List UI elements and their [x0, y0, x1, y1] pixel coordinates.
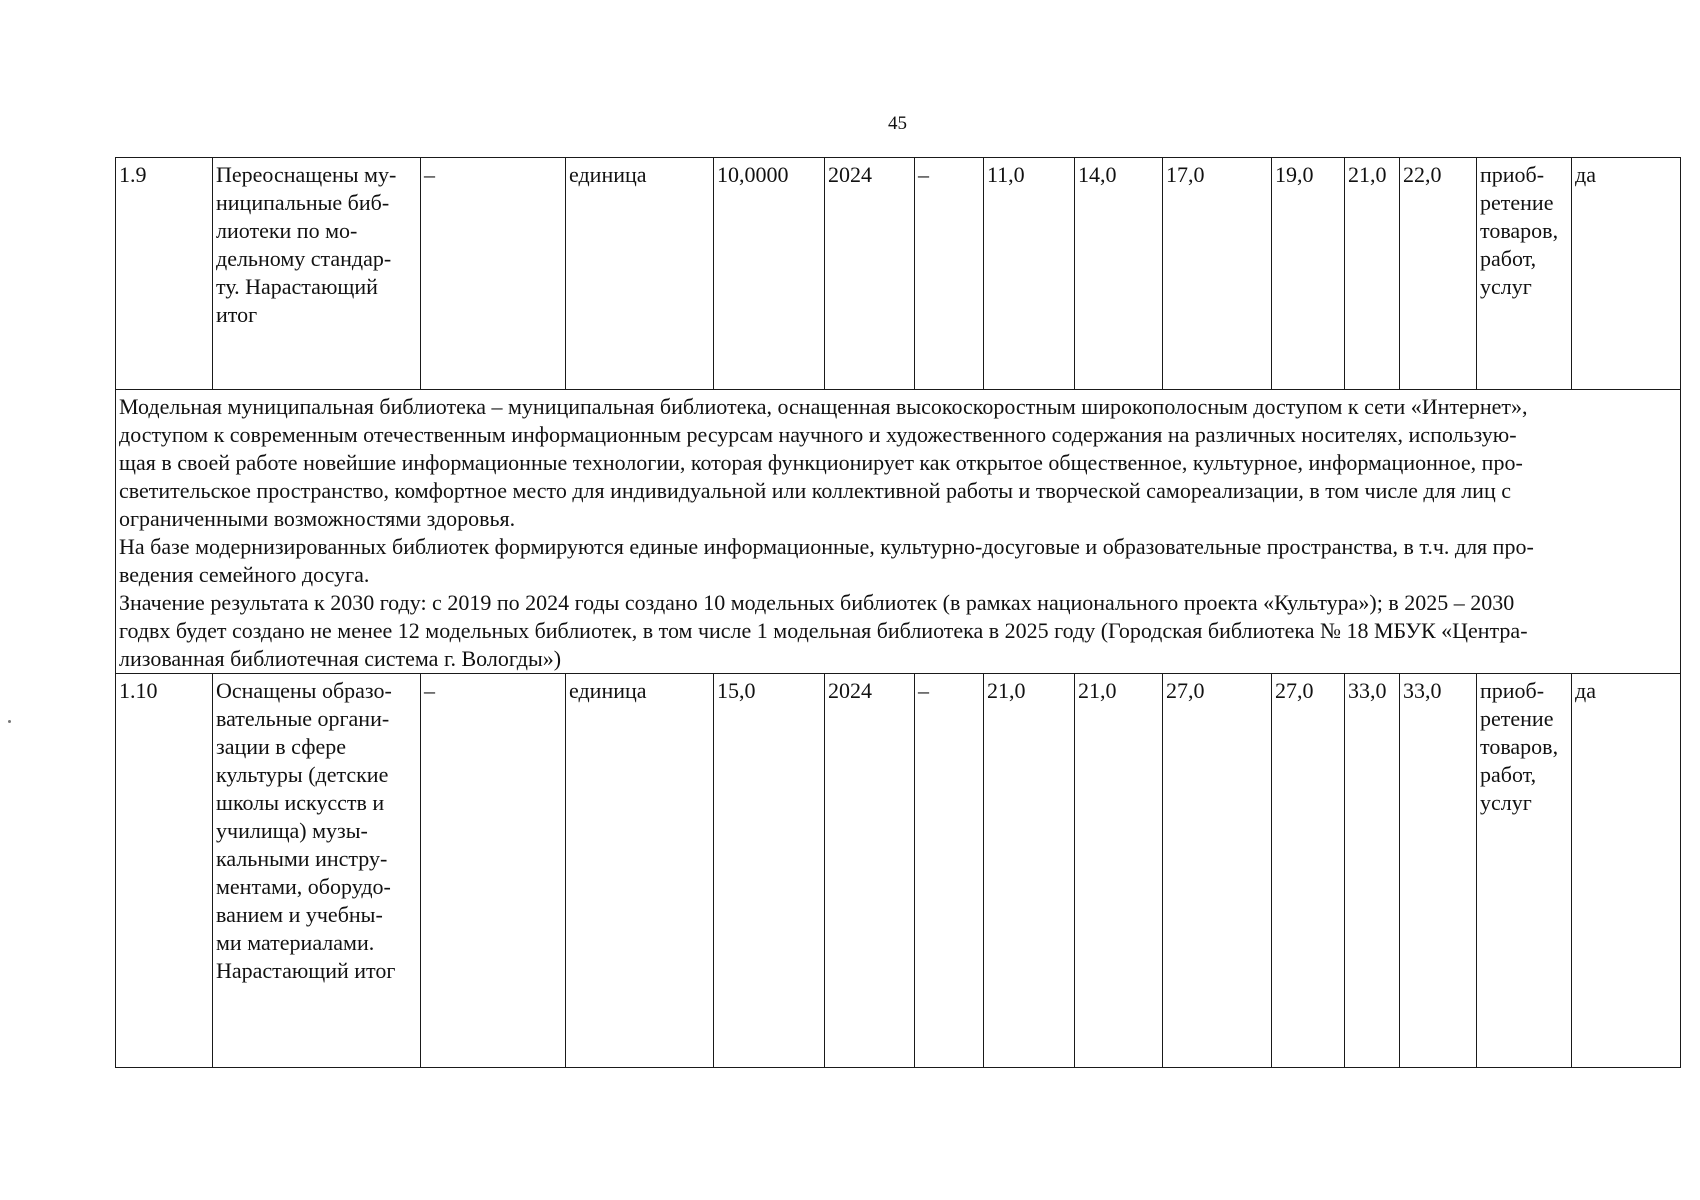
value-cell: – — [915, 158, 984, 390]
row-number: 1.9 — [116, 158, 213, 390]
result-name: Оснащены образо- вательные органи- зации в сфере культуры (детские школы искусств и училища) музы- кальными инстру- ментами, оборудо- ванием и учебны- ми материалами. Нарастающий итог — [213, 674, 421, 1068]
value-cell: 14,0 — [1075, 158, 1163, 390]
dash-cell: – — [421, 674, 566, 1068]
base-value-cell: 15,0 — [714, 674, 825, 1068]
page-number: 45 — [888, 113, 907, 134]
unit-cell: единица — [566, 158, 714, 390]
table-row — [116, 674, 1681, 1068]
flag-cell: да — [1572, 674, 1681, 1068]
value-cell: 21,0 — [984, 674, 1075, 1068]
dash-cell: – — [421, 158, 566, 390]
base-year-cell: 2024 — [825, 158, 915, 390]
table-row — [116, 158, 1681, 390]
value-cell: 21,0 — [1075, 674, 1163, 1068]
value-cell: 22,0 — [1400, 158, 1477, 390]
type-cell: приоб- ретение товаров, работ, услуг — [1477, 158, 1572, 390]
value-cell: 33,0 — [1345, 674, 1400, 1068]
value-cell: 17,0 — [1163, 158, 1272, 390]
result-name: Переоснащены му- ниципальные биб- лиотеки по мо- дельному стандар- ту. Нарастающий итог — [213, 158, 421, 390]
value-cell: 27,0 — [1272, 674, 1345, 1068]
results-table — [115, 157, 1681, 1068]
value-cell: 33,0 — [1400, 674, 1477, 1068]
value-cell: 27,0 — [1163, 674, 1272, 1068]
value-cell: – — [915, 674, 984, 1068]
unit-cell: единица — [566, 674, 714, 1068]
base-year-cell: 2024 — [825, 674, 915, 1068]
note-row — [116, 390, 1681, 674]
scan-speck — [8, 720, 11, 723]
row-number: 1.10 — [116, 674, 213, 1068]
value-cell: 21,0 — [1345, 158, 1400, 390]
value-cell: 19,0 — [1272, 158, 1345, 390]
note-text: Модельная муниципальная библиотека – муниципальная библиотека, оснащенная высокоскоростным широкополосным доступом к сети «Интернет», доступом к современным отечественным информационным ресурсам научного и художественного содержания на различных носителях, использую- щая в своей работе новейшие информационные технологии, которая функционирует как открытое общественное, культурное, информационное, про- светительское пространство, комфортное место для индивидуальной или коллективной работы и творческой самореализации, в том числе для лиц с ограниченными возможностями здоровья. На базе модернизированных библиотек формируются единые информационные, культурно-досуговые и образовательные пространства, в т.ч. для про- ведения семейного досуга. Значение результата к 2030 году: с 2019 по 2024 годы создано 10 модельных библиотек (в рамках национального проекта «Культура»); в 2025 – 2030 годвх будет создано не менее 12 модельных библиотек, в том числе 1 модельная библиотека в 2025 году (Городская библиотека № 18 МБУК «Центра- лизованная библиотечная система г. Вологды») — [116, 390, 1681, 674]
type-cell: приоб- ретение товаров, работ, услуг — [1477, 674, 1572, 1068]
base-value-cell: 10,0000 — [714, 158, 825, 390]
value-cell: 11,0 — [984, 158, 1075, 390]
flag-cell: да — [1572, 158, 1681, 390]
